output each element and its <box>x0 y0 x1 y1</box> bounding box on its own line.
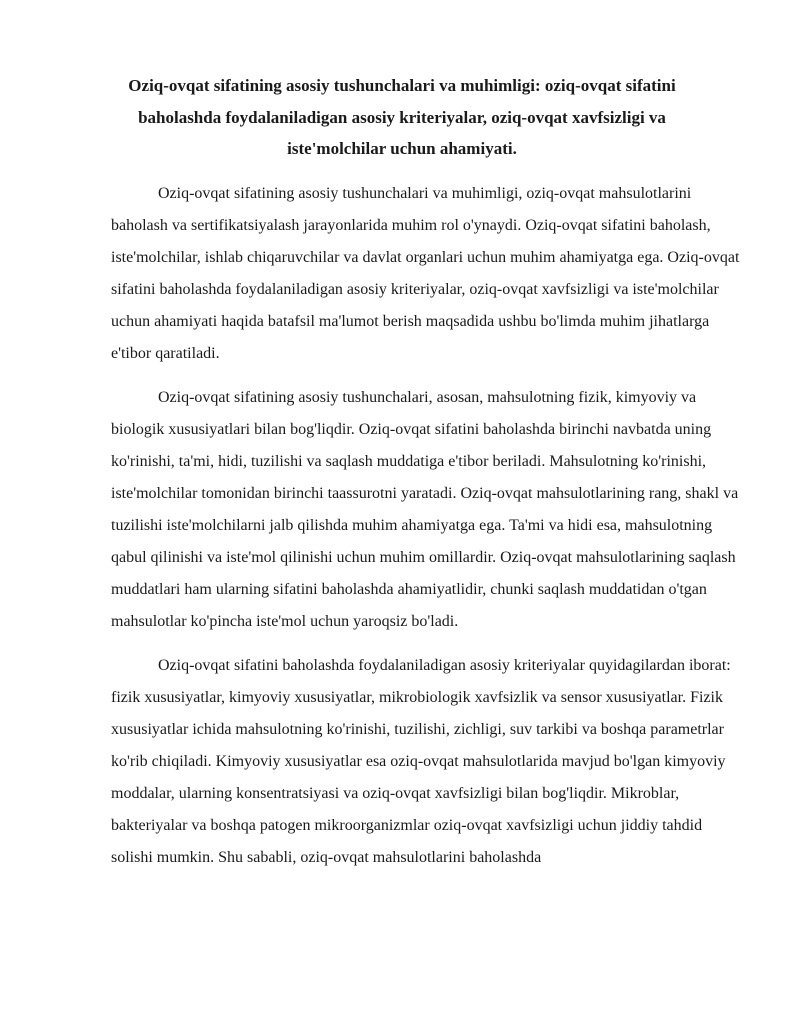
paragraph: Oziq-ovqat sifatining asosiy tushunchalari va muhimligi, oziq-ovqat mahsulotlarini baholash va sertifikatsiyalash jarayonlarida muhim rol o'ynaydi. Oziq-ovqat sifatini baholash, iste'molchilar, ishlab chiqaruvchilar va davlat organlari uchun muhim ahamiyatga ega. Oziq-ovqat sifatini baholashda foydalaniladigan asosiy kriteriyalar, oziq-ovqat xavfsizligi va iste'molchilar uchun ahamiyati haqida batafsil ma'lumot berish maqsadida ushbu bo'limda muhim jihatlarga e'tibor qaratiladi. <box>111 185 740 362</box>
document-title: Oziq-ovqat sifatining asosiy tushunchalari va muhimligi: oziq-ovqat sifatini baholashda foydalaniladigan asosiy kriteriyalar, oziq-ovqat xavfsizligi va iste'molchilar uchun ahamiyati. <box>128 76 676 158</box>
paragraph: Oziq-ovqat sifatining asosiy tushunchalari, asosan, mahsulotning fizik, kimyoviy va biologik xususiyatlari bilan bog'liqdir. Oziq-ovqat sifatini baholashda birinchi navbatda uning ko'rinishi, ta'mi, hidi, tuzilishi va saqlash muddatiga e'tibor beriladi. Mahsulotning ko'rinishi, iste'molchilar tomonidan birinchi taassurotni yaratadi. Oziq-ovqat mahsulotlarining rang, shakl va tuzilishi iste'molchilarni jalb qilishda muhim ahamiyatga ega. Ta'mi va hidi esa, mahsulotning qabul qilinishi va iste'mol qilinishi uchun muhim omillardir. Oziq-ovqat mahsulotlarining saqlash muddatlari ham ularning sifatini baholashda ahamiyatlidir, chunki saqlash muddatidan o'tgan mahsulotlar ko'pincha iste'mol uchun yaroqsiz bo'ladi. <box>111 389 739 630</box>
document-body <box>111 178 741 886</box>
paragraph: Oziq-ovqat sifatini baholashda foydalaniladigan asosiy kriteriyalar quyidagilardan iborat: fizik xususiyatlar, kimyoviy xususiyatlar, mikrobiologik xavfsizlik va sensor xususiyatlar. Fizik xususiyatlar ichida mahsulotning ko'rinishi, tuzilishi, zichligi, suv tarkibi va boshqa parametrlar ko'rib chiqiladi. Kimyoviy xususiyatlar esa oziq-ovqat mahsulotlarida mavjud bo'lgan kimyoviy moddalar, ularning konsentratsiyasi va oziq-ovqat xavfsizligi bilan bog'liqdir. Mikroblar, bakteriyalar va boshqa patogen mikroorganizmlar oziq-ovqat xavfsizligi uchun jiddiy tahdid solishi mumkin. Shu sababli, oziq-ovqat mahsulotlarini baholashda <box>111 657 731 866</box>
